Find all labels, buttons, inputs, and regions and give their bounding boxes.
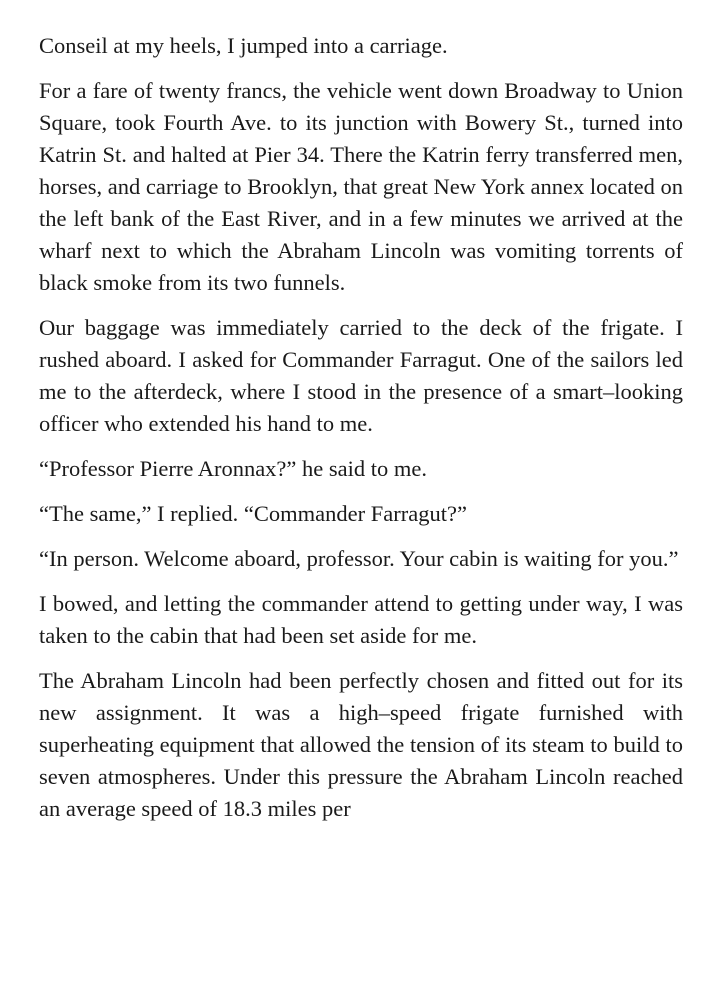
paragraph-dialogue-3: “In person. Welcome aboard, professor. Your cabin is waiting for you.”: [39, 546, 679, 571]
paragraph-carriage: Conseil at my heels, I jumped into a carriage.: [39, 33, 448, 58]
paragraph-dialogue-2: “The same,” I replied. “Commander Farragut?”: [39, 501, 467, 526]
paragraph-baggage: Our baggage was immediately carried to the deck of the frigate. I rushed aboard. I asked for Commander Farragut. One of the sailors led me to the afterdeck, where I stood in the presence of a smart–looking officer who extended his hand to me.: [39, 315, 683, 436]
paragraph-bowed: I bowed, and letting the commander attend to getting under way, I was taken to the cabin that had been set aside for me.: [39, 591, 683, 648]
page-text: [39, 30, 683, 838]
paragraph-frigate: The Abraham Lincoln had been perfectly chosen and fitted out for its new assignment. It was a high–speed frigate furnished with superheating equipment that allowed the tension of its steam to build to seven atmospheres. Under this pressure the Abraham Lincoln reached an average speed of 18.3 miles per: [39, 668, 683, 821]
paragraph-dialogue-1: “Professor Pierre Aronnax?” he said to me.: [39, 456, 428, 481]
paragraph-fare: For a fare of twenty francs, the vehicle went down Broadway to Union Square, took Fourth Ave. to its junction with Bowery St., turned into Katrin St. and halted at Pier 34. There the Katrin ferry transferred men, horses, and carriage to Brooklyn, that great New York annex located on the left bank of the East River, and in a few minutes we arrived at the wharf next to which the Abraham Lincoln was vomiting torrents of black smoke from its two funnels.: [39, 78, 683, 295]
